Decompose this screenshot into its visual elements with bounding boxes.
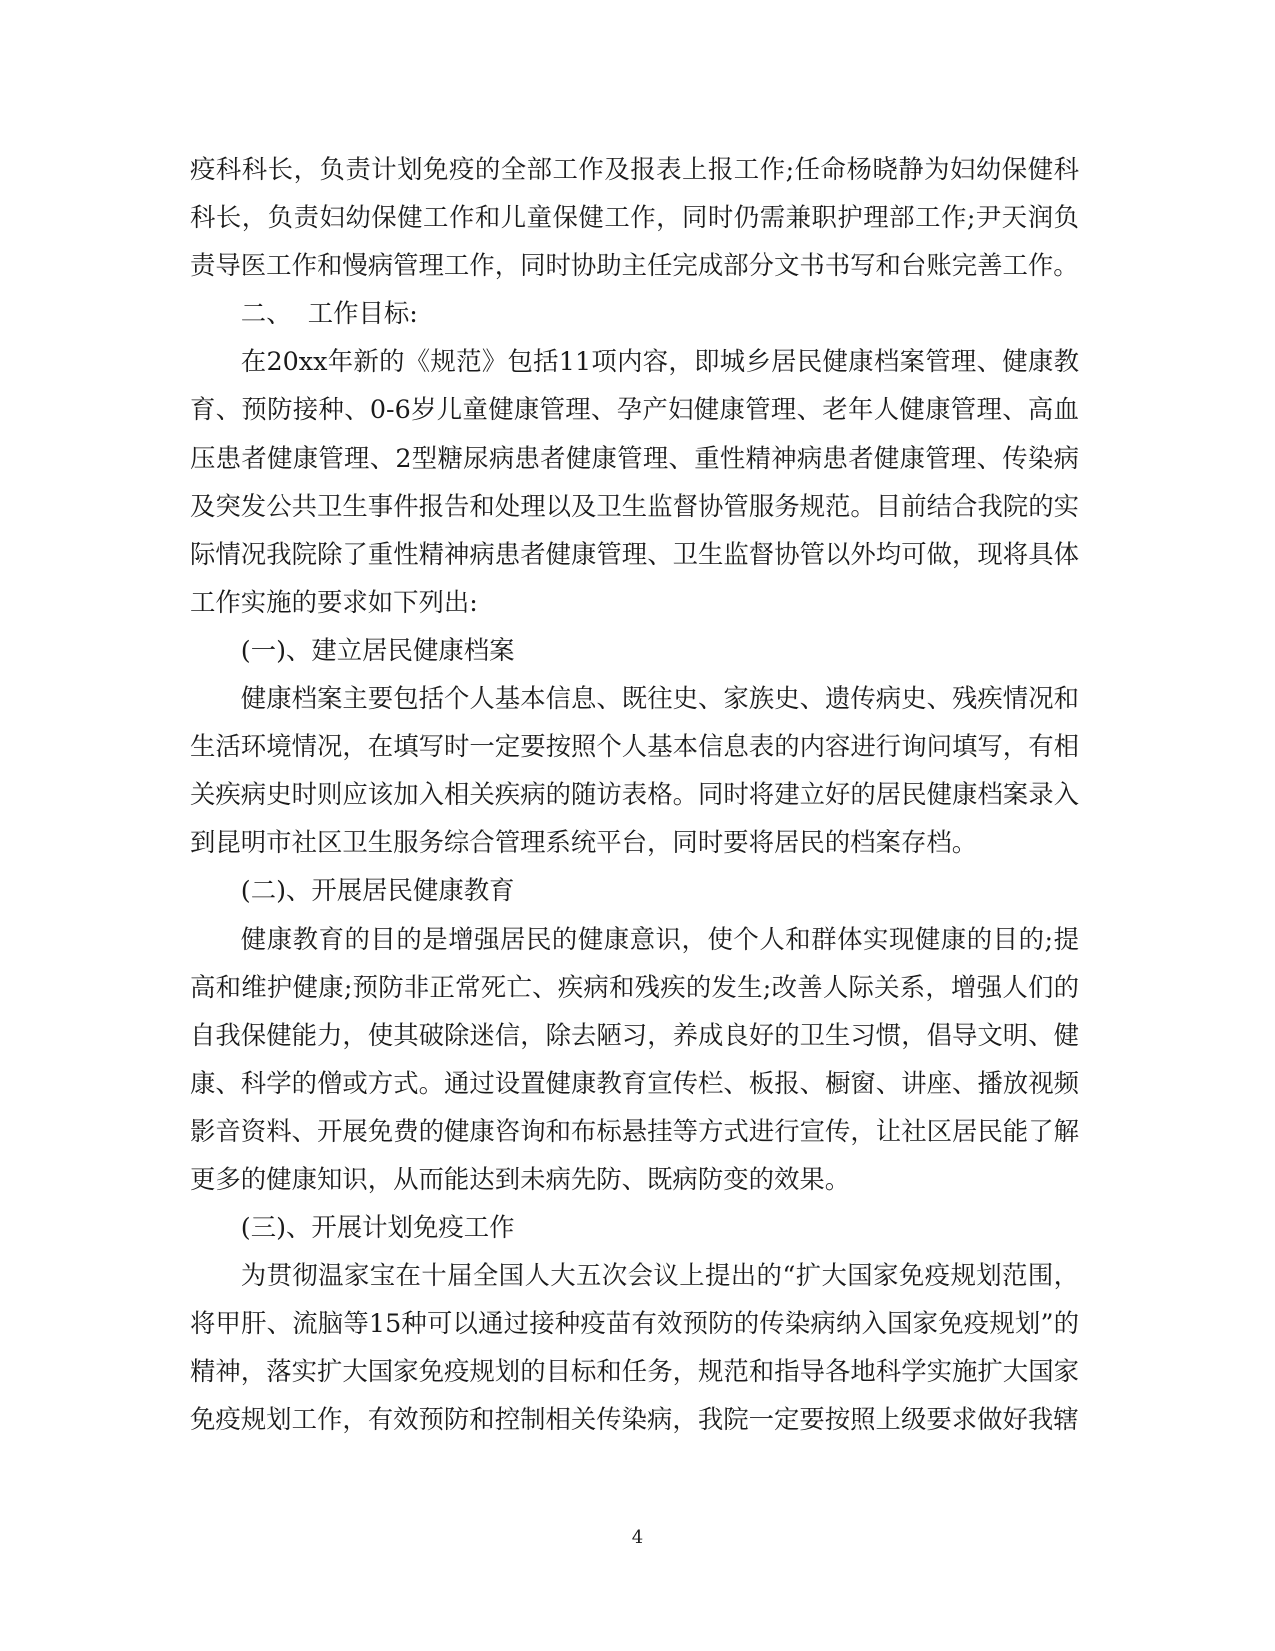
- subsection-heading-immunization: (三)、开展计划免疫工作: [240, 1212, 515, 1243]
- page-number: 4: [631, 1527, 644, 1548]
- paragraph-health-records: 健康档案主要包括个人基本信息、既往史、家族史、遗传病史、残疾情况和生活环境情况，在填写时一定要按照个人基本信息表的内容进行询问填写，有相关疾病史时则应该加入相关疾病的随访表格。同时将建立好的居民健康档案录入到昆明市社区卫生服务综合管理系统平台，同时要将居民的档案存档。: [190, 683, 1079, 858]
- paragraph-immunization: 为贯彻温家宝在十届全国人大五次会议上提出的“扩大国家免疫规划范围，将甲肝、流脑等15种可以通过接种疫苗有效预防的传染病纳入国家免疫规划”的精神，落实扩大国家免疫规划的目标和任务，规范和指导各地科学实施扩大国家免疫规划工作，有效预防和控制相关传染病，我院一定要按照上级要求做好我辖: [190, 1260, 1079, 1435]
- subsection-heading-health-records: (一)、建立居民健康档案: [240, 634, 515, 665]
- paragraph-standards-overview: 在20xx年新的《规范》包括11项内容，即城乡居民健康档案管理、健康教育、预防接种、0-6岁儿童健康管理、孕产妇健康管理、老年人健康管理、高血压患者健康管理、2型糖尿病患者健康管理、重性精神病患者健康管理、传染病及突发公共卫生事件报告和处理以及卫生监督协管服务规范。目前结合我院的实际情况我院除了重性精神病患者健康管理、卫生监督协管以外均可做，现将具体工作实施的要求如下列出:: [190, 346, 1079, 617]
- paragraph-health-education: 健康教育的目的是增强居民的健康意识，使个人和群体实现健康的目的;提高和维护健康;预防非正常死亡、疾病和残疾的发生;改善人际关系，增强人们的自我保健能力，使其破除迷信，除去陋习，养成良好的卫生习惯，倡导文明、健康、科学的僧或方式。通过设置健康教育宣传栏、板报、橱窗、讲座、播放视频影音资料、开展免费的健康咨询和布标悬挂等方式进行宣传，让社区居民能了解更多的健康知识，从而能达到未病先防、既病防变的效果。: [190, 923, 1079, 1194]
- paragraph-staff-assignments: 疫科科长，负责计划免疫的全部工作及报表上报工作;任命杨晓静为妇幼保健科科长，负责妇幼保健工作和儿童保健工作，同时仍需兼职护理部工作;尹天润负责导医工作和慢病管理工作，同时协助主任完成部分文书书写和台账完善工作。: [190, 154, 1079, 281]
- section-heading-work-goals: 二、 工作目标:: [240, 298, 418, 329]
- subsection-heading-health-education: (二)、开展居民健康教育: [240, 875, 515, 906]
- document-page: [190, 145, 1079, 1444]
